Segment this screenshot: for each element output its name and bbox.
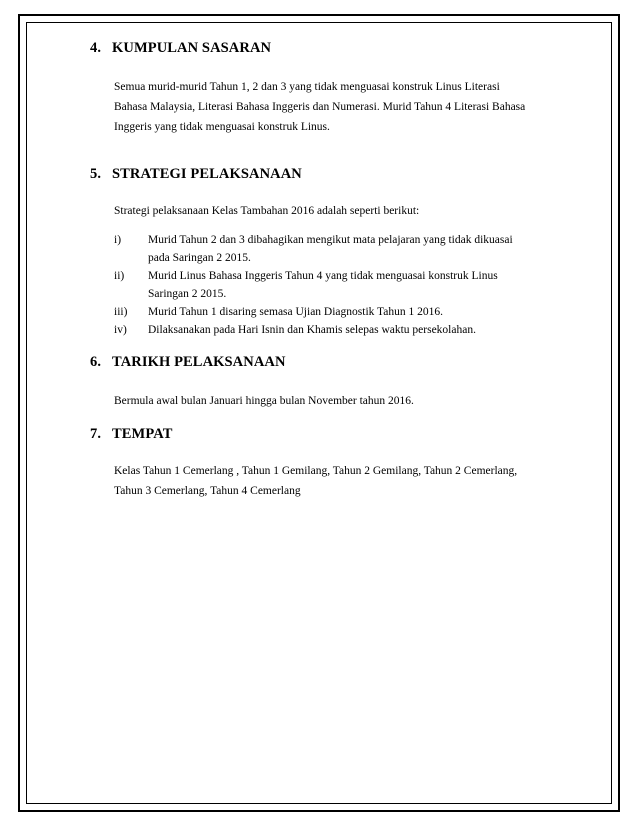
list-item-line: Murid Linus Bahasa Inggeris Tahun 4 yang tidak menguasai konstruk Linus	[148, 270, 498, 282]
list-marker: ii)	[114, 270, 125, 282]
list-item-text	[148, 303, 570, 321]
list-marker: iv)	[114, 324, 127, 336]
list-item-line: Dilaksanakan pada Hari Isnin dan Khamis selepas waktu persekolahan.	[148, 324, 476, 336]
section-heading	[90, 40, 570, 57]
list-item-text	[148, 321, 570, 339]
list-marker: iii)	[114, 306, 128, 318]
section-title: STRATEGI PELAKSANAAN	[112, 166, 302, 182]
list-item	[114, 321, 570, 339]
list-item	[114, 231, 570, 267]
section-heading	[90, 354, 570, 371]
paragraph-line: Inggeris yang tidak menguasai konstruk Linus.	[114, 121, 330, 133]
paragraph-line: Kelas Tahun 1 Cemerlang , Tahun 1 Gemilang, Tahun 2 Gemilang, Tahun 2 Cemerlang,	[114, 465, 518, 477]
section-title: TEMPAT	[112, 426, 173, 442]
paragraph-line: Tahun 3 Cemerlang, Tahun 4 Cemerlang	[114, 485, 301, 497]
paragraph-line: Bahasa Malaysia, Literasi Bahasa Inggeris dan Numerasi. Murid Tahun 4 Literasi Bahasa	[114, 101, 526, 113]
list-item	[114, 267, 570, 303]
list-item-line: pada Saringan 2 2015.	[148, 252, 251, 264]
paragraph-line: Bermula awal bulan Januari hingga bulan November tahun 2016.	[114, 395, 414, 407]
list-item-line: Murid Tahun 2 dan 3 dibahagikan mengikut mata pelajaran yang tidak dikuasai	[148, 234, 513, 246]
section-heading	[90, 166, 570, 183]
list-item-line: Saringan 2 2015.	[148, 288, 227, 300]
paragraph-line: Semua murid-murid Tahun 1, 2 dan 3 yang tidak menguasai konstruk Linus Literasi	[114, 81, 500, 93]
strategy-list	[90, 231, 570, 339]
intro-text: Strategi pelaksanaan Kelas Tambahan 2016 adalah seperti berikut:	[114, 205, 420, 217]
list-item-text	[148, 267, 570, 303]
list-marker: i)	[114, 234, 122, 246]
section-tempat	[90, 426, 570, 501]
section-number: 7.	[90, 426, 102, 442]
section-title: KUMPULAN SASARAN	[112, 40, 272, 56]
section-kumpulan-sasaran	[90, 40, 570, 137]
section-number: 5.	[90, 166, 102, 182]
list-item	[114, 303, 570, 321]
section-tarikh-pelaksanaan	[90, 354, 570, 411]
section-strategi-pelaksanaan	[90, 166, 570, 339]
section-heading	[90, 426, 570, 443]
page-border-inner	[26, 22, 612, 804]
list-item-text	[148, 231, 570, 267]
section-number: 4.	[90, 40, 102, 56]
section-number: 6.	[90, 354, 102, 370]
list-item-line: Murid Tahun 1 disaring semasa Ujian Diagnostik Tahun 1 2016.	[148, 306, 444, 318]
section-title: TARIKH PELAKSANAAN	[112, 354, 286, 370]
